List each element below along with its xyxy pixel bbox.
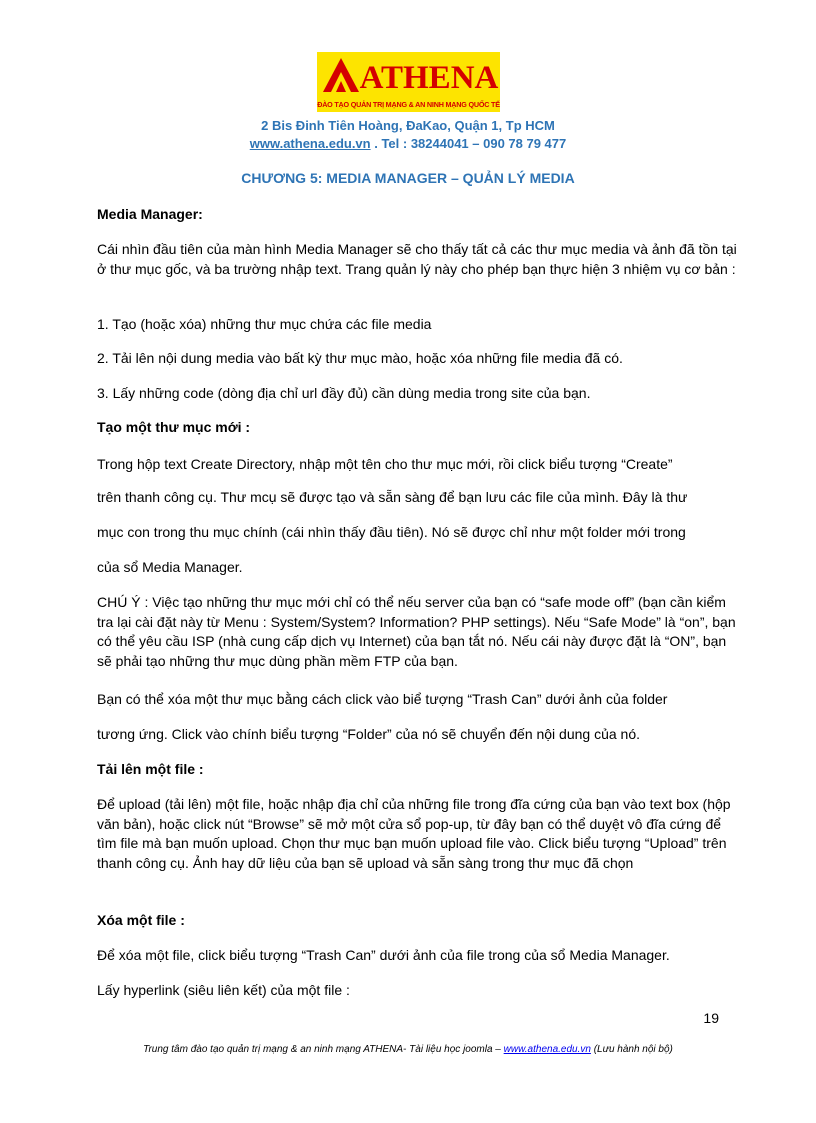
note-paragraph: CHÚ Ý : Việc tạo những thư mục mới chỉ có thể nếu server của bạn có “safe mode off” (bạn cần kiểm tra lại cài đặt này từ Menu : System/System? Information? PHP settings). Nếu “Safe Mode” là “on”, bạn có thể yêu cầu ISP (nhà cung cấp dịch vụ Internet) của bạn tắt nó. Nếu cái này được đặt là “ON”, bạn sẽ phải tạo những thư mục dùng phần mềm FTP của bạn. <box>97 594 736 669</box>
create-folder-line-4: của sổ Media Manager. <box>97 559 243 575</box>
header-contact <box>0 136 816 151</box>
upload-paragraph: Để upload (tải lên) một file, hoặc nhập địa chỉ của những file trong đĩa cứng của bạn vào text box (hộp văn bản), hoặc click nút “Browse” sẽ mở một cửa sổ pop-up, từ đây bạn có thể duyệt vô đĩa cứng để tìm file mà bạn muốn upload. Chọn thư mục bạn muốn upload file vào. Click biểu tượng “Upload” trên thanh công cụ. Ảnh hay dữ liệu của bạn sẽ upload và sẵn sàng trong thư mục đã chọn <box>97 796 731 871</box>
intro-paragraph: Cái nhìn đầu tiên của màn hình Media Manager sẽ cho thấy tất cả các thư mục media và ảnh đã tồn tại ở thư mục gốc, và ba trường nhập text. Trang quản lý này cho phép bạn thực hiện 3 nhiệm vụ cơ bản : <box>97 241 737 277</box>
task-3: 3. Lấy những code (dòng địa chỉ url đầy đủ) cần dùng media trong site của bạn. <box>97 385 591 401</box>
header-address: 2 Bis Đinh Tiên Hoàng, ĐaKao, Quận 1, Tp HCM <box>261 118 555 133</box>
chapter-title: CHƯƠNG 5: MEDIA MANAGER – QUẢN LÝ MEDIA <box>241 170 575 186</box>
task-2: 2. Tải lên nội dung media vào bất kỳ thư mục mào, hoặc xóa những file media đã có. <box>97 350 623 366</box>
upload-heading: Tải lên một file : <box>97 761 204 777</box>
page-number: 19 <box>703 1010 719 1026</box>
task-1: 1. Tạo (hoặc xóa) những thư mục chứa các file media <box>97 316 432 332</box>
logo-tagline: ĐÀO TẠO QUẢN TRỊ MẠNG & AN NINH MẠNG QUỐC TẾ <box>317 98 500 112</box>
footer <box>0 1044 816 1055</box>
footer-text: Trung tâm đào tạo quản trị mạng & an ninh mạng ATHENA- Tài liệu học joomla – <box>143 1044 504 1055</box>
create-folder-heading: Tạo một thư mục mới : <box>97 419 251 435</box>
header-website-link[interactable]: www.athena.edu.vn <box>249 136 371 151</box>
footer-suffix: (Lưu hành nội bộ) <box>590 1044 673 1055</box>
media-manager-heading: Media Manager: <box>97 206 203 222</box>
athena-logo <box>317 52 500 112</box>
svg-text:ATHENA: ATHENA <box>359 60 499 96</box>
delete-file-paragraph: Để xóa một file, click biểu tượng “Trash Can” dưới ảnh của file trong của sổ Media Manager. <box>97 947 670 963</box>
delete-folder-line-1: Bạn có thể xóa một thư mục bằng cách click vào biể tượng “Trash Can” dưới ảnh của folder <box>97 691 668 707</box>
create-folder-line-3: mục con trong thu mục chính (cái nhìn thấy đầu tiên). Nó sẽ được chỉ như một folder mới trong <box>97 524 686 540</box>
footer-link[interactable]: www.athena.edu.vn <box>503 1044 591 1055</box>
create-folder-line-2: trên thanh công cụ. Thư mcụ sẽ được tạo và sẵn sàng để bạn lưu các file của mình. Đây là thư <box>97 489 688 505</box>
delete-folder-line-2: tương ứng. Click vào chính biểu tượng “Folder” của nó sẽ chuyển đến nội dung của nó. <box>97 726 641 742</box>
delete-file-heading: Xóa một file : <box>97 912 185 928</box>
create-folder-line-1: Trong hộp text Create Directory, nhập một tên cho thư mục mới, rồi click biểu tượng “Create” <box>97 456 673 472</box>
hyperlink-paragraph: Lấy hyperlink (siêu liên kết) của một file : <box>97 982 350 998</box>
header-phone: . Tel : 38244041 – 090 78 79 477 <box>370 136 567 151</box>
athena-logo-graphic <box>317 52 500 98</box>
